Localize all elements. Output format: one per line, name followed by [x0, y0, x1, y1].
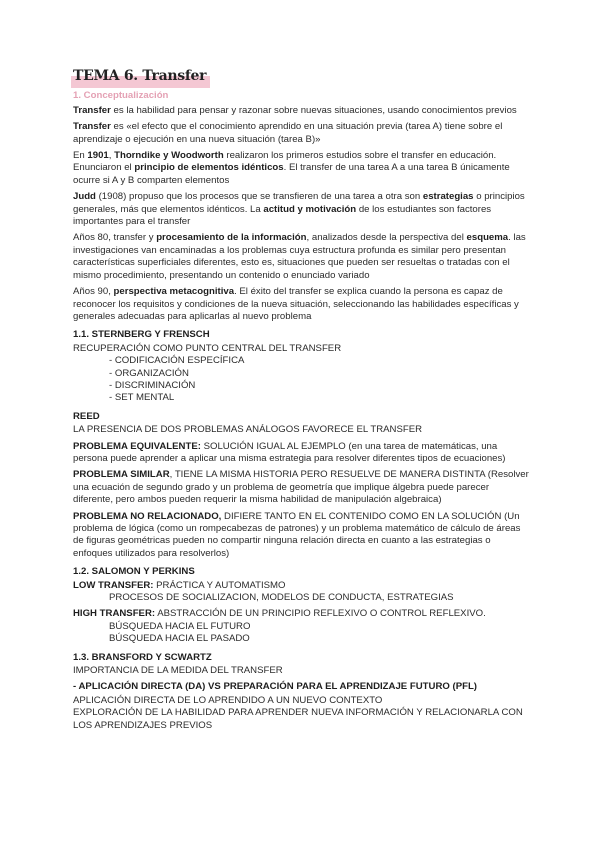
page-title-wrap — [73, 70, 206, 84]
paragraph-thorndike: En 1901, Thorndike y Woodworth realizaron los primeros estudios sobre el transfer en educación. Enunciaron el principio de elementos idénticos. El transfer de una tarea A a una tarea B únicamente ocurre si A y B comparten elementos — [73, 150, 510, 186]
line-importancia: IMPORTANCIA DE LA MEDIDA DEL TRANSFER — [73, 665, 283, 677]
paragraph-judd: Judd (1908) propuso que los procesos que se transfieren de una tarea a otra son estrategias o principios generales, más que elementos idénticos. La actitud y motivación de los estudiantes son factores importantes para el transfer — [73, 191, 525, 228]
line-high-transfer-sub-2: BÚSQUEDA HACIA EL PASADO — [109, 633, 250, 645]
paragraph-problema-similar: PROBLEMA SIMILAR, TIENE LA MISMA HISTORIA PERO RESUELVE DE MANERA DISTINTA (Resolver una ecuación de segundo grado y un problema de geometría que implique álgebra puede parecer diferente, pero ambos pueden requerir la misma habilidad de manipulación algebraica) — [73, 469, 529, 506]
line-recuperacion: RECUPERACIÓN COMO PUNTO CENTRAL DEL TRANSFER — [73, 342, 342, 354]
paragraph-anos-90: Años 90, perspectiva metacognitiva. El éxito del transfer se explica cuando la persona es capaz de reconocer los requisitos y condiciones de la nueva situación, seleccionando las habilidades específicas y generales adecuadas para aplicarlas al nuevo problema — [73, 286, 519, 322]
heading-reed: REED — [73, 410, 100, 422]
paragraph-problema-no-relacionado: PROBLEMA NO RELACIONADO, DIFIERE TANTO EN EL CONTENIDO COMO EN LA SOLUCIÓN (Un problema de lógica (como un rompecabezas de patrones) y un problema matemático de cálculo de áreas de figuras geométricas pueden no compartir ninguna relación directa en cuanto a las estrategias o enfoques utilizados para resolverlos) — [73, 510, 521, 559]
line-high-transfer-sub-1: BÚSQUEDA HACIA EL FUTURO — [109, 620, 251, 632]
line-aplicacion-directa: APLICACIÓN DIRECTA DE LO APRENDIDO A UN NUEVO CONTEXTO — [73, 694, 383, 706]
paragraph-transfer-definition-1: Transfer es la habilidad para pensar y razonar sobre nuevas situaciones, usando conocimientos previos — [73, 104, 517, 116]
line-exploracion: EXPLORACIÓN DE LA HABILIDAD PARA APRENDER NUEVA INFORMACIÓN Y RELACIONARLA CON LOS APRENDIZAJES PREVIOS — [73, 707, 523, 731]
heading-salomon-perkins: 1.2. SALOMON Y PERKINS — [73, 566, 195, 578]
heading-sternberg-frensch: 1.1. STERNBERG Y FRENSCH — [73, 329, 210, 341]
paragraph-transfer-definition-2: Transfer es «el efecto que el conocimiento aprendido en una situación previa (tarea A) tiene sobre el aprendizaje o ejecución en una nueva situación (tarea B)» — [73, 121, 503, 145]
line-low-transfer: LOW TRANSFER: PRÁCTICA Y AUTOMATISMO — [73, 579, 286, 591]
list-item: - DISCRIMINACIÓN — [109, 379, 196, 391]
line-low-transfer-sub: PROCESOS DE SOCIALIZACION, MODELOS DE CONDUCTA, ESTRATEGIAS — [109, 592, 454, 604]
heading-bransford-scwartz: 1.3. BRANSFORD Y SCWARTZ — [73, 651, 212, 663]
section-heading-conceptualizacion: 1. Conceptualización — [73, 90, 169, 102]
paragraph-anos-80: Años 80, transfer y procesamiento de la información, analizados desde la perspectiva del esquema. las investigaciones van encaminadas a los problemas cuya estructura profunda es similar pero presentan características superficiales diferentes, esto es, situaciones que pueden ser resueltas o tratadas con el mismo procedimiento, presentando un contenido o enunciado variado — [73, 232, 526, 281]
sternberg-list — [109, 355, 530, 405]
page-title: TEMA 6. Transfer — [73, 68, 207, 84]
paragraph-problema-equivalente: PROBLEMA EQUIVALENTE: SOLUCIÓN IGUAL AL EJEMPLO (en una tarea de matemáticas, una persona puede aprender a aplicar una misma estrategia para resolver diferentes tipos de ecuaciones) — [73, 440, 506, 464]
list-item: - SET MENTAL — [109, 392, 175, 404]
line-reed: LA PRESENCIA DE DOS PROBLEMAS ANÁLOGOS FAVORECE EL TRANSFER — [73, 424, 423, 436]
list-item: - CODIFICACIÓN ESPECÍFICA — [109, 355, 245, 367]
line-high-transfer: HIGH TRANSFER: ABSTRACCIÓN DE UN PRINCIPIO REFLEXIVO O CONTROL REFLEXIVO. — [73, 608, 486, 620]
list-item: - ORGANIZACIÓN — [109, 367, 189, 379]
heading-da-vs-pfl: - APLICACIÓN DIRECTA (DA) VS PREPARACIÓN PARA EL APRENDIZAJE FUTURO (PFL) — [73, 681, 478, 693]
